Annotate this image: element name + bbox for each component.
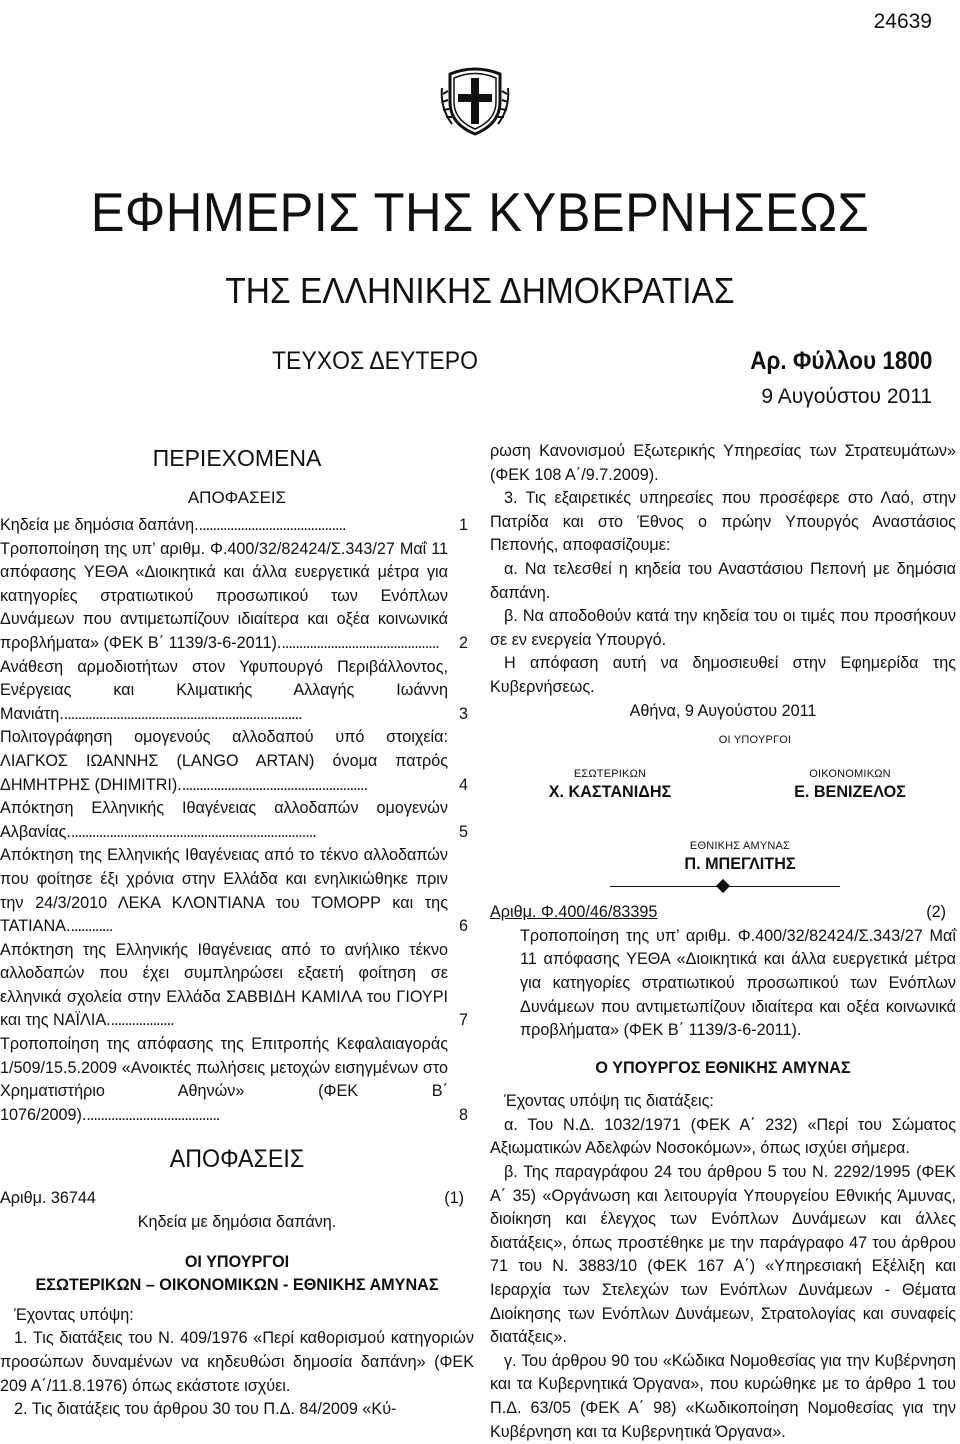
body-paragraph: 2. Τις διατάξεις του άρθρου 30 του Π.Δ. 84/2009 «Κύ-: [14, 1400, 397, 1419]
right-column: [490, 440, 956, 1444]
toc-item[interactable]: Τροποποίηση της υπ’ αριθμ. Φ.400/32/82424/Σ.343/27 Μαΐ 11 απόφασης ΥΕΘΑ «Διοικητικά και άλλα ευεργετικά μέτρα για κατηγορίες στρατιωτικού προσωπικού των Ενόπλων Δυνάμεων που αντιμετωπίζουν ιδιαίτερα και οξέα κοινωνικά προβλήματα» (ΦΕΚ Β΄ 1139/3-6-2011).............................................. 2: [0, 539, 468, 652]
body-paragraph: β. Να αποδοθούν κατά την κηδεία του οι τιμές που προσήκουν σε εν ενεργεία Υπουργό.: [490, 607, 956, 649]
decision-index: (1): [444, 1189, 464, 1208]
gazette-title: ΕΦΗΜΕΡΙΣ ΤΗΣ ΚΥΒΕΡΝΗΣΕΩΣ: [90, 181, 870, 243]
gazette-subtitle: ΤΗΣ ΕΛΛΗΝΙΚΗΣ ΔΗΜΟΚΡΑΤΙΑΣ: [225, 270, 735, 311]
body-paragraph: α. Να τελεσθεί η κηδεία του Αναστάσιου Πεπονή με δημόσια δαπάνη.: [490, 559, 956, 602]
issuing-authority: ΟΙ ΥΠΟΥΡΓΟΙ: [184, 1252, 290, 1271]
signature-role: ΕΘΝΙΚΗΣ ΑΜΥΝΑΣ: [689, 840, 791, 853]
diamond-icon: [716, 879, 730, 893]
toc-item[interactable]: Κηδεία με δημόσια δαπάνη........................................... 1: [0, 516, 468, 534]
considering-label: Έχοντας υπόψη:: [14, 1305, 134, 1324]
considering-label: Έχοντας υπόψη τις διατάξεις:: [504, 1092, 714, 1111]
toc-item[interactable]: Τροποποίηση της απόφασης της Επιτροπής Κεφαλαιαγοράς 1/509/15.5.2009 «Ανοικτές πωλήσεις μετοχών εισηγμένων στο Χρηματιστήριο Αθηνών» (ΦΕΚ Β΄ 1076/2009)....................................... 8: [0, 1035, 468, 1124]
page-number: 24639: [873, 10, 932, 33]
signature-name: Π. ΜΠΕΓΛΙΤΗΣ: [684, 855, 796, 874]
toc-item[interactable]: Απόκτηση της Ελληνικής Ιθαγένειας από το ανήλικο τέκνο αλλοδαπών που έχει συμπληρώσει εξαετή φοίτηση σε ελληνικά σχολεία στην Ελλάδα ΣΑΒΒΙΔΗ ΚΑΜΙΛΑ του ΓΙΟΥΡΙ και της ΝΑΪΛΙΑ................... 7: [0, 940, 468, 1030]
toc-item[interactable]: Απόκτηση Ελληνικής Ιθαγένειας αλλοδαπών ομογενών Αλβανίας....................................................................... 5: [0, 799, 468, 841]
body-paragraph: α. Του Ν.Δ. 1032/1971 (ΦΕΚ Α΄ 232) «Περί του Σώματος Αξιωματικών Αδελφών Νοσοκόμων», όπως ισχύει σήμερα.: [490, 1115, 956, 1158]
signature-name: Χ. ΚΑΣΤΑΝΙΔΗΣ: [548, 783, 672, 802]
greek-coat-of-arms-icon: [440, 58, 510, 138]
toc-item[interactable]: Ανάθεση αρμοδιοτήτων στον Υφυπουργό Περιβάλλοντος, Ενέργειας και Κλιματικής Αλλαγής Ιωάννη Μανιάτη..................................................................... 3: [0, 657, 468, 723]
toc-heading: ΠΕΡΙΕΧΟΜΕΝΑ: [152, 445, 322, 471]
issue-number: Αρ. Φύλλου 1800: [749, 347, 932, 375]
decision-number: Αριθμ. 36744: [0, 1189, 96, 1208]
toc-item[interactable]: Πολιτογράφηση ομογενούς αλλοδαπού υπό στοιχεία: ΛΙΑΓΚΟΣ ΙΩΑΝΝΗΣ (LANGO ARTAN) όνομα πατρός ΔΗΜΗΤΡΗΣ (DHIMITRI)...................................................... 4: [0, 728, 468, 794]
left-column: [0, 440, 474, 1422]
place-date: Αθήνα, 9 Αυγούστου 2011: [629, 701, 817, 720]
decision-header: [490, 901, 956, 925]
body-paragraph: 1. Τις διατάξεις του Ν. 409/1976 «Περί καθορισμού κατηγοριών προσώπων δυναμένων να κηδευθώσι δημοσία δαπάνη» (ΦΕΚ 209 Α΄/11.8.1976) όπως εκάστοτε ισχύει.: [0, 1329, 474, 1395]
body-paragraph: 3. Τις εξαιρετικές υπηρεσίες που προσέφερε στο Λαό, στην Πατρίδα και στο Έθνος ο πρώην Υπουργός Αναστάσιος Πεπονής, αποφασίζουμε:: [490, 489, 956, 555]
body-paragraph: γ. Του άρθρου 90 του «Κώδικα Νομοθεσίας για την Κυβέρνηση και τα Κυβερνητικά Όργανα», που κυρώθηκε με το άρθρο 1 του Π.Δ. 63/05 (ΦΕΚ Α΄ 98) «Κωδικοποίηση Νομοθεσίας για την Κυβέρνηση και τα Κυβερνητικά Όργανα».: [490, 1351, 956, 1441]
issuing-ministries: ΕΣΩΤΕΡΙΚΩΝ – ΟΙΚΟΝΟΜΙΚΩΝ - ΕΘΝΙΚΗΣ ΑΜΥΝΑΣ: [35, 1276, 439, 1295]
decision-subject: Τροποποίηση της υπ’ αριθμ. Φ.400/32/82424/Σ.343/27 Μαΐ 11 απόφασης ΥΕΘΑ «Διοικητικά και άλλα ευεργετικά μέτρα για κατηγορίες στρατιωτικού προσωπικού των Ενόπλων Δυνάμεων που αντιμετωπίζουν ιδιαίτερα και οξέα κοινωνικά προβλήματα» (ΦΕΚ Β΄ 1139/3-6-2011).: [520, 926, 956, 1040]
signature-name: Ε. ΒΕΝΙΖΕΛΟΣ: [794, 783, 906, 802]
body-paragraph: Η απόφαση αυτή να δημοσιευθεί στην Εφημερίδα της Κυβερνήσεως.: [490, 654, 956, 696]
signatures-block: [490, 723, 956, 873]
section-separator: [490, 877, 956, 897]
signature-role: ΟΙΚΟΝΟΜΙΚΩΝ: [809, 768, 891, 781]
toc-item[interactable]: Απόκτηση της Ελληνικής Ιθαγένειας από το τέκνο αλλοδαπών που φοίτησε έξι χρόνια στην Ελλάδα και ενηλικιώθηκε πριν την 24/3/2010 ΛΕΚΑ ΚΛΟΝΤΙΑΝΑ του ΤΟΜΟΡΡ και της ΤΑΤΙΑΝΑ............. 6: [0, 846, 468, 936]
decisions-heading: ΑΠΟΦΑΣΕΙΣ: [169, 1145, 305, 1174]
decision-index: (2): [926, 903, 946, 922]
decision-subject: Κηδεία με δημόσια δαπάνη.: [137, 1213, 337, 1232]
signature-role: ΕΣΩΤΕΡΙΚΩΝ: [573, 768, 647, 781]
issuing-authority: Ο ΥΠΟΥΡΓΟΣ ΕΘΝΙΚΗΣ ΑΜΥΝΑΣ: [595, 1058, 851, 1077]
table-of-contents: [0, 514, 474, 1127]
ministers-label: ΟΙ ΥΠΟΥΡΓΟΙ: [718, 734, 792, 747]
body-paragraph: ρωση Κανονισμού Εξωτερικής Υπηρεσίας των Στρατευμάτων» (ΦΕΚ 108 Α΄/9.7.2009).: [490, 442, 956, 484]
decision-header: [0, 1187, 474, 1211]
toc-subheading: ΑΠΟΦΑΣΕΙΣ: [187, 488, 287, 507]
body-paragraph: β. Της παραγράφου 24 του άρθρου 5 του Ν. 2292/1995 (ΦΕΚ Α΄ 35) «Οργάνωση και λειτουργία Υπουργείου Εθνικής Άμυνας, διοίκηση και έλεγχος των Ενόπλων Δυνάμεων και άλλες διατάξεις», όπως προστέθηκε με την παράγραφο 47 του άρθρου 71 του Ν. 3883/10 (ΦΕΚ 167 Α΄) «Υπηρεσιακή Εξέλιξη και Ιεραρχία των Στελεχών των Ενόπλων Δυνάμεων - Θέματα Διοίκησης των Ενόπλων Δυνάμεων, Στρατολογίας και συναφείς διατάξεις».: [490, 1163, 956, 1347]
issue-series: ΤΕΥΧΟΣ ΔΕΥΤΕΡΟ: [272, 347, 478, 375]
issue-date: 9 Αυγούστου 2011: [761, 385, 932, 408]
decision-number: Αριθμ. Φ.400/46/83395: [490, 903, 658, 922]
